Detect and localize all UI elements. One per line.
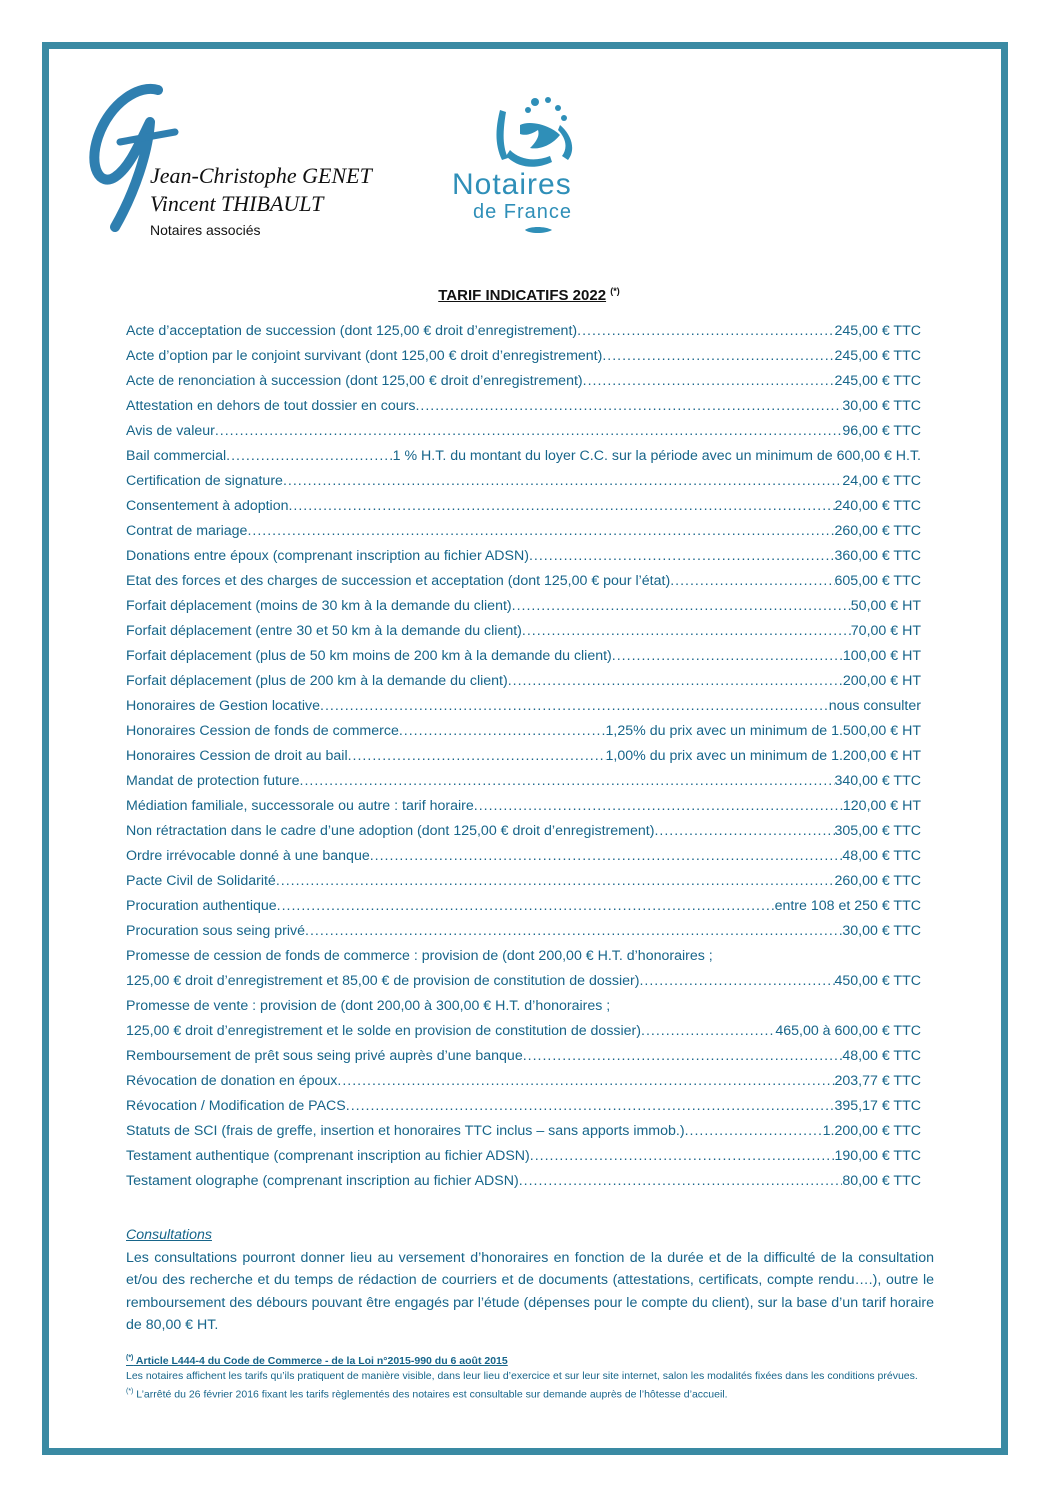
tariff-row [126, 573, 921, 598]
tariff-row [126, 1148, 921, 1173]
dot-leader [612, 648, 843, 664]
dot-leader [523, 1048, 843, 1064]
tariff-label: Pacte Civil de Solidarité [126, 873, 276, 889]
tariff-value: 50,00 € HT [850, 598, 921, 614]
dot-leader [337, 1073, 834, 1089]
tariff-row [126, 648, 921, 673]
tariff-label: Forfait déplacement (plus de 50 km moins de 200 km à la demande du client) [126, 648, 612, 664]
tariff-row [126, 823, 921, 848]
dot-leader [399, 723, 606, 739]
dot-leader [641, 1023, 775, 1039]
tariff-label: Procuration sous seing privé [126, 923, 306, 939]
notary-name-1: Jean-Christophe GENET [150, 163, 372, 188]
tariff-row [126, 923, 921, 948]
tariff-value: entre 108 et 250 € TTC [774, 898, 921, 914]
tariff-row [126, 348, 921, 373]
tariff-value: 605,00 € TTC [834, 573, 921, 589]
tariff-label: Testament olographe (comprenant inscription au fichier ADSN) [126, 1173, 519, 1189]
tariff-row [126, 448, 921, 473]
tariff-label: Remboursement de prêt sous seing privé auprès d’une banque [126, 1048, 523, 1064]
tariff-row [126, 1173, 921, 1198]
tariff-label: Révocation / Modification de PACS [126, 1098, 346, 1114]
tariff-value: 340,00 € TTC [834, 773, 921, 789]
dot-leader [226, 448, 393, 464]
tariff-value: 24,00 € TTC [842, 473, 921, 489]
tariff-label: 125,00 € droit d’enregistrement et 85,00 € de provision de constitution de dossier) [126, 973, 640, 989]
dot-leader [602, 348, 834, 364]
brand-notaires: Notaires [452, 168, 572, 201]
tariff-label: 125,00 € droit d’enregistrement et le solde en provision de constitution de dossier) [126, 1023, 641, 1039]
article-reference: Article L444-4 du Code de Commerce - de la Loi n°2015-990 du 6 août 2015 [133, 1354, 508, 1367]
dot-leader [370, 848, 843, 864]
associates-label: Notaires associés [150, 222, 261, 238]
tariff-label: Mandat de protection future [126, 773, 300, 789]
tariff-label: Acte de renonciation à succession (dont 125,00 € droit d’enregistrement) [126, 373, 583, 389]
dot-leader [300, 773, 835, 789]
tariff-label: Avis de valeur [126, 423, 215, 439]
tariff-label: Statuts de SCI (frais de greffe, insertion et honoraires TTC inclus – sans apports immob.) [126, 1123, 685, 1139]
tariff-value: 1,25% du prix avec un minimum de 1.500,00 € HT [605, 723, 921, 739]
tariff-value: 1 % H.T. du montant du loyer C.C. sur la période avec un minimum de 600,00 € H.T. [392, 448, 921, 464]
tariff-row [126, 698, 921, 723]
dot-leader [508, 673, 843, 689]
tariff-list [126, 323, 921, 1198]
tariff-label: Acte d’option par le conjoint survivant (dont 125,00 € droit d’enregistrement) [126, 348, 603, 364]
tariff-label: Acte d’acceptation de succession (dont 125,00 € droit d’enregistrement) [126, 323, 578, 339]
tariff-value: 450,00 € TTC [834, 973, 921, 989]
tariff-value: 240,00 € TTC [834, 498, 921, 514]
dot-leader [583, 373, 835, 389]
tariff-value: 80,00 € TTC [842, 1173, 921, 1189]
footnote-article [126, 1350, 934, 1369]
dot-leader [512, 598, 851, 614]
dot-leader [529, 548, 835, 564]
title-text: TARIF INDICATIFS 2022 [438, 287, 607, 304]
tariff-label: Consentement à adoption [126, 498, 289, 514]
tariff-label: Promesse de cession de fonds de commerce : provision de (dont 200,00 € H.T. d’honoraires ; [126, 948, 713, 964]
tariff-row [126, 973, 921, 998]
tariff-row [126, 373, 921, 398]
tariff-row [126, 673, 921, 698]
tariff-value: 203,77 € TTC [834, 1073, 921, 1089]
tariff-value: 30,00 € TTC [842, 923, 921, 939]
tariff-value: 1,00% du prix avec un minimum de 1.200,00 € HT [605, 748, 921, 764]
tariff-row [126, 523, 921, 548]
tariff-row [126, 873, 921, 898]
dot-leader [247, 523, 834, 539]
tariff-value: 465,00 à 600,00 € TTC [775, 1023, 921, 1039]
consultations-text: Les consultations pourront donner lieu au versement d’honoraires en fonction de la durée et de la difficulté de la consultation et/ou des recherche et du temps de rédaction de courriers et de documents (attestations, certificats, compte rendu….), outre le remboursement des débours pouvant être engagés par l’étude (dépenses pour le compte du client), sur la base d’un tarif horaire de 80,00 € HT. [126, 1249, 934, 1333]
tariff-value: 260,00 € TTC [834, 523, 921, 539]
tariff-value: 96,00 € TTC [842, 423, 921, 439]
dot-leader [277, 898, 775, 914]
notary-names [150, 162, 372, 238]
tariff-row [126, 1098, 921, 1123]
tariff-label: Bail commercial [126, 448, 227, 464]
dot-leader [283, 473, 842, 489]
tariff-label: Promesse de vente : provision de (dont 200,00 à 300,00 € H.T. d’honoraires ; [126, 998, 611, 1014]
dot-leader [276, 873, 835, 889]
tariff-row [126, 848, 921, 873]
footnotes [126, 1350, 934, 1402]
tariff-row [126, 748, 921, 773]
footnote-mark-2: (*) [126, 1387, 134, 1395]
dot-leader [530, 1148, 835, 1164]
tariff-value: 100,00 € HT [842, 648, 921, 664]
tariff-row [126, 548, 921, 573]
tariff-value: 190,00 € TTC [834, 1148, 921, 1164]
dot-leader [670, 573, 834, 589]
footnote-line-1: Les notaires affichent les tarifs qu’ils pratiquent de manière visible, dans leur lieu d’exercice et sur leur site internet, salon les modalités fixées dans les conditions prévues. [126, 1369, 918, 1382]
tariff-row [126, 1048, 921, 1073]
tariff-label: Non rétractation dans le cadre d’une adoption (dont 125,00 € droit d’enregistrement) [126, 823, 655, 839]
tariff-row [126, 1123, 921, 1148]
title-mark: (*) [610, 286, 620, 296]
tariff-label: Attestation en dehors de tout dossier en cours [126, 398, 416, 414]
tariff-value: 1.200,00 € TTC [822, 1123, 921, 1139]
footnote-mark-1: (*) [126, 1354, 134, 1361]
page-title [0, 286, 1058, 304]
tariff-value: 260,00 € TTC [834, 873, 921, 889]
dot-leader [577, 323, 834, 339]
dot-leader [305, 923, 842, 939]
tariff-row [126, 948, 921, 973]
dot-leader [519, 1173, 843, 1189]
tariff-row [126, 423, 921, 448]
tariff-value: 120,00 € HT [842, 798, 921, 814]
tariff-row [126, 1073, 921, 1098]
tariff-row [126, 473, 921, 498]
tariff-value: 245,00 € TTC [834, 373, 921, 389]
tariff-label: Forfait déplacement (plus de 200 km à la demande du client) [126, 673, 508, 689]
tariff-row [126, 798, 921, 823]
tariff-label: Contrat de mariage [126, 523, 248, 539]
dot-leader [215, 423, 843, 439]
brand-de-france: de France [473, 201, 573, 223]
tariff-row [126, 773, 921, 798]
dot-leader [685, 1123, 823, 1139]
tariff-row [126, 398, 921, 423]
dot-leader [288, 498, 834, 514]
tariff-value: 245,00 € TTC [834, 323, 921, 339]
tariff-label: Certification de signature [126, 473, 283, 489]
tariff-value: 245,00 € TTC [834, 348, 921, 364]
tariff-row [126, 498, 921, 523]
tariff-label: Révocation de donation en époux [126, 1073, 338, 1089]
tariff-value: 48,00 € TTC [842, 1048, 921, 1064]
notary-name-2: Vincent THIBAULT [150, 191, 324, 216]
dot-leader [415, 398, 842, 414]
footnote-line-2 [126, 1384, 934, 1403]
consultations-section [126, 1224, 934, 1337]
dot-leader [474, 798, 843, 814]
tariff-value: 395,17 € TTC [834, 1098, 921, 1114]
tariff-label: Honoraires de Gestion locative [126, 698, 320, 714]
tariff-value: 360,00 € TTC [834, 548, 921, 564]
tariff-value: 200,00 € HT [842, 673, 921, 689]
dot-leader [639, 973, 834, 989]
tariff-value: 70,00 € HT [850, 623, 921, 639]
tariff-label: Honoraires Cession de droit au bail [126, 748, 348, 764]
tariff-label: Procuration authentique [126, 898, 277, 914]
dot-leader [320, 698, 829, 714]
tariff-value: 30,00 € TTC [842, 398, 921, 414]
tariff-value: 48,00 € TTC [842, 848, 921, 864]
tariff-label: Etat des forces et des charges de succession et acceptation (dont 125,00 € pour l’état) [126, 573, 671, 589]
tariff-label: Forfait déplacement (entre 30 et 50 km à la demande du client) [126, 623, 522, 639]
tariff-row [126, 598, 921, 623]
tariff-label: Honoraires Cession de fonds de commerce [126, 723, 399, 739]
tariff-row [126, 723, 921, 748]
tariff-row [126, 323, 921, 348]
tariff-label: Testament authentique (comprenant inscription au fichier ADSN) [126, 1148, 530, 1164]
tariff-row [126, 998, 921, 1023]
tariff-row [126, 898, 921, 923]
dot-leader [522, 623, 851, 639]
tariff-label: Forfait déplacement (moins de 30 km à la demande du client) [126, 598, 512, 614]
dot-leader [346, 1098, 835, 1114]
consultations-heading: Consultations [126, 1227, 212, 1243]
dot-leader [654, 823, 834, 839]
tariff-row [126, 623, 921, 648]
dot-leader [348, 748, 606, 764]
footnote-line-2-text: L’arrêté du 26 février 2016 fixant les tarifs règlementés des notaires est consultable sur demande auprès de l’hôtesse d’accueil. [133, 1388, 728, 1400]
tariff-label: Ordre irrévocable donné à une banque [126, 848, 370, 864]
tariff-label: Médiation familiale, successorale ou autre : tarif horaire [126, 798, 474, 814]
tariff-value: nous consulter [828, 698, 921, 714]
tariff-value: 305,00 € TTC [834, 823, 921, 839]
tariff-label: Donations entre époux (comprenant inscription au fichier ADSN) [126, 548, 529, 564]
tariff-row [126, 1023, 921, 1048]
